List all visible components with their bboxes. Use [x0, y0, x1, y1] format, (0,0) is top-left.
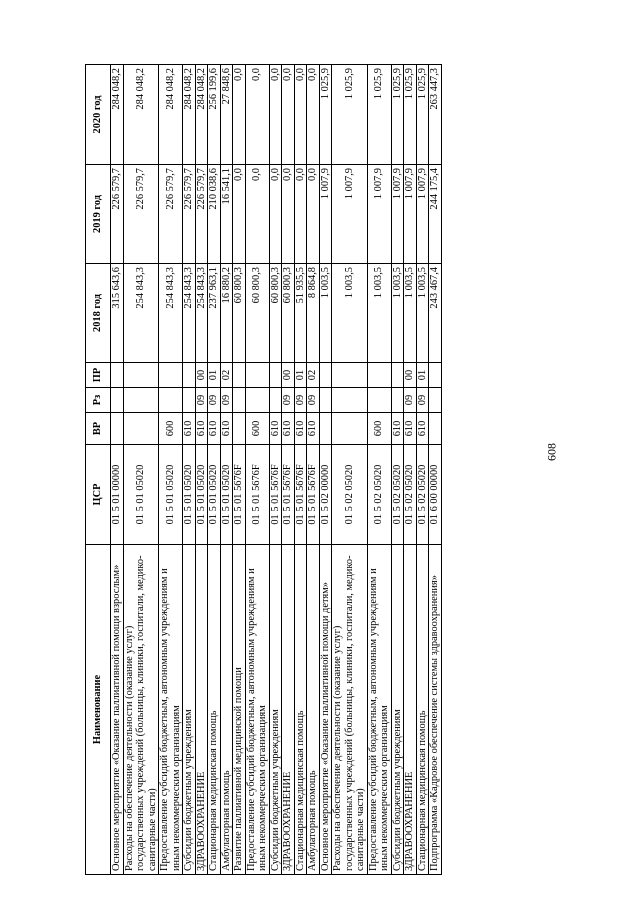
row-vr — [429, 413, 442, 445]
table-row — [282, 65, 295, 875]
row-2019: 226 579,7 — [159, 165, 183, 264]
row-name: Стационарная медицинская помощь — [294, 545, 307, 875]
row-pr — [183, 363, 196, 388]
row-2018: 315 643,6 — [111, 264, 124, 363]
row-name: Амбулаторная помощь — [307, 545, 320, 875]
row-pr — [391, 363, 404, 388]
row-2018: 1 003,5 — [391, 264, 404, 363]
row-csr: 01 5 01 05020 — [183, 445, 196, 545]
row-csr: 01 5 01 5676F — [233, 445, 246, 545]
budget-table — [85, 64, 442, 875]
row-name: Субсидии бюджетным учреждениям — [269, 545, 282, 875]
row-2018: 1 003,5 — [319, 264, 332, 363]
row-pr — [332, 363, 368, 388]
page-number: 608 — [544, 443, 559, 461]
row-2018: 8 864,8 — [307, 264, 320, 363]
row-rz — [269, 388, 282, 413]
row-name: Предоставление субсидий бюджетным, автономным учреждениям и иным некоммерческим организациям — [159, 545, 183, 875]
row-pr — [233, 363, 246, 388]
row-2019: 1 007,9 — [332, 165, 368, 264]
row-2020: 0,0 — [233, 65, 246, 165]
row-2018: 60 800,3 — [282, 264, 295, 363]
row-pr — [269, 363, 282, 388]
row-2019: 1 007,9 — [367, 165, 391, 264]
row-csr: 01 5 01 05020 — [123, 445, 159, 545]
row-2019: 1 007,9 — [319, 165, 332, 264]
row-vr — [319, 413, 332, 445]
row-pr — [245, 363, 269, 388]
row-name: Стационарная медицинская помощь — [416, 545, 429, 875]
row-vr — [332, 413, 368, 445]
row-2018: 60 800,3 — [233, 264, 246, 363]
row-2019: 1 007,9 — [416, 165, 429, 264]
table-row — [269, 65, 282, 875]
row-2018: 237 963,1 — [208, 264, 221, 363]
row-name: Стационарная медицинская помощь — [208, 545, 221, 875]
table-row — [111, 65, 124, 875]
table-row — [208, 65, 221, 875]
row-pr — [367, 363, 391, 388]
row-2020: 284 048,2 — [111, 65, 124, 165]
header-rz: Рз — [86, 388, 111, 413]
row-csr: 01 5 01 5676F — [294, 445, 307, 545]
row-pr: 02 — [220, 363, 233, 388]
row-2020: 1 025,9 — [319, 65, 332, 165]
header-2019: 2019 год — [86, 165, 111, 264]
row-2019: 0,0 — [294, 165, 307, 264]
row-name: ЗДРАВООХРАНЕНИЕ — [282, 545, 295, 875]
budget-table-container — [85, 65, 555, 875]
row-2019: 0,0 — [233, 165, 246, 264]
row-vr — [233, 413, 246, 445]
header-pr: ПР — [86, 363, 111, 388]
row-csr: 01 5 01 5676F — [245, 445, 269, 545]
row-name: Предоставление субсидий бюджетным, автономным учреждениям и иным некоммерческим организациям — [245, 545, 269, 875]
row-2018: 254 843,3 — [183, 264, 196, 363]
table-row — [220, 65, 233, 875]
row-vr: 610 — [294, 413, 307, 445]
table-row — [429, 65, 442, 875]
table-row — [404, 65, 417, 875]
row-2019: 0,0 — [307, 165, 320, 264]
row-rz — [233, 388, 246, 413]
row-pr: 00 — [195, 363, 208, 388]
row-pr — [429, 363, 442, 388]
row-pr: 01 — [416, 363, 429, 388]
row-name: Основное мероприятие «Оказание паллиативной помощи взрослым» — [111, 545, 124, 875]
row-pr: 00 — [404, 363, 417, 388]
row-csr: 01 5 01 05020 — [159, 445, 183, 545]
header-csr: ЦСР — [86, 445, 111, 545]
row-name: Развитие паллиативной медицинской помощи — [233, 545, 246, 875]
row-pr — [123, 363, 159, 388]
row-csr: 01 5 02 05020 — [391, 445, 404, 545]
row-2020: 1 025,9 — [416, 65, 429, 165]
row-2018: 1 003,5 — [367, 264, 391, 363]
row-vr: 600 — [159, 413, 183, 445]
row-2018: 254 843,3 — [123, 264, 159, 363]
row-2019: 226 579,7 — [111, 165, 124, 264]
row-2020: 0,0 — [245, 65, 269, 165]
row-2018: 51 935,5 — [294, 264, 307, 363]
row-2020: 1 025,9 — [391, 65, 404, 165]
row-2018: 60 800,3 — [269, 264, 282, 363]
table-row — [159, 65, 183, 875]
row-rz: 09 — [416, 388, 429, 413]
row-vr: 610 — [391, 413, 404, 445]
table-body — [111, 65, 442, 875]
row-name: Субсидии бюджетным учреждениям — [183, 545, 196, 875]
row-2020: 1 025,9 — [404, 65, 417, 165]
row-2020: 284 048,2 — [123, 65, 159, 165]
row-pr: 01 — [294, 363, 307, 388]
row-rz: 09 — [195, 388, 208, 413]
row-pr — [159, 363, 183, 388]
table-row — [245, 65, 269, 875]
row-rz: 09 — [404, 388, 417, 413]
row-csr: 01 5 02 05020 — [332, 445, 368, 545]
row-rz — [332, 388, 368, 413]
row-csr: 01 5 01 05020 — [220, 445, 233, 545]
row-2020: 0,0 — [282, 65, 295, 165]
row-2020: 284 048,2 — [159, 65, 183, 165]
row-2019: 226 579,7 — [195, 165, 208, 264]
table-row — [367, 65, 391, 875]
table-row — [233, 65, 246, 875]
row-rz: 09 — [282, 388, 295, 413]
row-2019: 0,0 — [245, 165, 269, 264]
row-csr: 01 5 01 5676F — [307, 445, 320, 545]
table-row — [332, 65, 368, 875]
row-name: Подпрограмма «Кадровое обеспечение системы здравоохранения» — [429, 545, 442, 875]
row-2018: 254 843,3 — [159, 264, 183, 363]
row-rz: 09 — [307, 388, 320, 413]
row-2019: 1 007,9 — [391, 165, 404, 264]
row-rz: 09 — [294, 388, 307, 413]
row-vr: 610 — [195, 413, 208, 445]
header-2020: 2020 год — [86, 65, 111, 165]
row-vr — [123, 413, 159, 445]
row-rz — [367, 388, 391, 413]
table-header-row — [86, 65, 111, 875]
row-2018: 16 880,2 — [220, 264, 233, 363]
row-2019: 244 175,4 — [429, 165, 442, 264]
row-2020: 0,0 — [269, 65, 282, 165]
row-rz — [319, 388, 332, 413]
row-2018: 243 467,4 — [429, 264, 442, 363]
row-vr: 600 — [367, 413, 391, 445]
row-2020: 27 848,6 — [220, 65, 233, 165]
row-rz — [429, 388, 442, 413]
row-2018: 60 800,3 — [245, 264, 269, 363]
row-2019: 0,0 — [282, 165, 295, 264]
row-name: Расходы на обеспечение деятельности (оказание услуг) государственных учреждений (больницы, клиники, госпитали, медико-санитарные части) — [332, 545, 368, 875]
table-row — [183, 65, 196, 875]
row-2019: 0,0 — [269, 165, 282, 264]
row-rz — [183, 388, 196, 413]
row-2018: 254 843,3 — [195, 264, 208, 363]
table-row — [319, 65, 332, 875]
row-vr: 610 — [307, 413, 320, 445]
row-2020: 284 048,2 — [195, 65, 208, 165]
row-2020: 1 025,9 — [367, 65, 391, 165]
row-pr — [111, 363, 124, 388]
row-pr: 01 — [208, 363, 221, 388]
row-csr: 01 5 02 00000 — [319, 445, 332, 545]
row-vr: 610 — [416, 413, 429, 445]
row-2019: 1 007,9 — [404, 165, 417, 264]
table-row — [416, 65, 429, 875]
row-csr: 01 5 02 05020 — [367, 445, 391, 545]
row-rz — [245, 388, 269, 413]
row-2019: 226 579,7 — [183, 165, 196, 264]
header-name: Наименование — [86, 545, 111, 875]
row-vr: 610 — [208, 413, 221, 445]
row-2019: 16 541,1 — [220, 165, 233, 264]
row-name: ЗДРАВООХРАНЕНИЕ — [404, 545, 417, 875]
row-name: Основное мероприятие «Оказание паллиативной помощи детям» — [319, 545, 332, 875]
header-vr: ВР — [86, 413, 111, 445]
row-name: Предоставление субсидий бюджетным, автономным учреждениям и иным некоммерческим организациям — [367, 545, 391, 875]
row-vr: 610 — [269, 413, 282, 445]
header-2018: 2018 год — [86, 264, 111, 363]
row-vr: 600 — [245, 413, 269, 445]
row-vr — [111, 413, 124, 445]
row-2020: 1 025,9 — [332, 65, 368, 165]
row-2019: 210 038,6 — [208, 165, 221, 264]
table-row — [294, 65, 307, 875]
row-rz — [111, 388, 124, 413]
row-csr: 01 5 01 05020 — [208, 445, 221, 545]
row-rz — [123, 388, 159, 413]
row-vr: 610 — [404, 413, 417, 445]
row-2018: 1 003,5 — [416, 264, 429, 363]
row-rz — [159, 388, 183, 413]
row-2020: 0,0 — [307, 65, 320, 165]
row-name: Расходы на обеспечение деятельности (оказание услуг) государственных учреждений (больницы, клиники, госпитали, медико-санитарные части) — [123, 545, 159, 875]
row-vr: 610 — [220, 413, 233, 445]
row-csr: 01 5 01 5676F — [282, 445, 295, 545]
table-row — [307, 65, 320, 875]
row-2020: 284 048,2 — [183, 65, 196, 165]
row-2018: 1 003,5 — [404, 264, 417, 363]
row-name: Амбулаторная помощь — [220, 545, 233, 875]
row-csr: 01 5 02 05020 — [404, 445, 417, 545]
row-pr — [319, 363, 332, 388]
row-csr: 01 5 01 05020 — [195, 445, 208, 545]
row-rz: 09 — [220, 388, 233, 413]
row-csr: 01 5 01 5676F — [269, 445, 282, 545]
row-csr: 01 6 00 00000 — [429, 445, 442, 545]
row-2019: 226 579,7 — [123, 165, 159, 264]
row-pr: 02 — [307, 363, 320, 388]
row-name: ЗДРАВООХРАНЕНИЕ — [195, 545, 208, 875]
row-2020: 0,0 — [294, 65, 307, 165]
table-row — [391, 65, 404, 875]
row-name: Субсидии бюджетным учреждениям — [391, 545, 404, 875]
row-rz — [391, 388, 404, 413]
row-2020: 256 199,6 — [208, 65, 221, 165]
row-pr: 00 — [282, 363, 295, 388]
row-2020: 263 447,3 — [429, 65, 442, 165]
row-vr: 610 — [282, 413, 295, 445]
row-vr: 610 — [183, 413, 196, 445]
row-csr: 01 5 01 00000 — [111, 445, 124, 545]
row-rz: 09 — [208, 388, 221, 413]
table-row — [123, 65, 159, 875]
table-row — [195, 65, 208, 875]
row-2018: 1 003,5 — [332, 264, 368, 363]
row-csr: 01 5 02 05020 — [416, 445, 429, 545]
